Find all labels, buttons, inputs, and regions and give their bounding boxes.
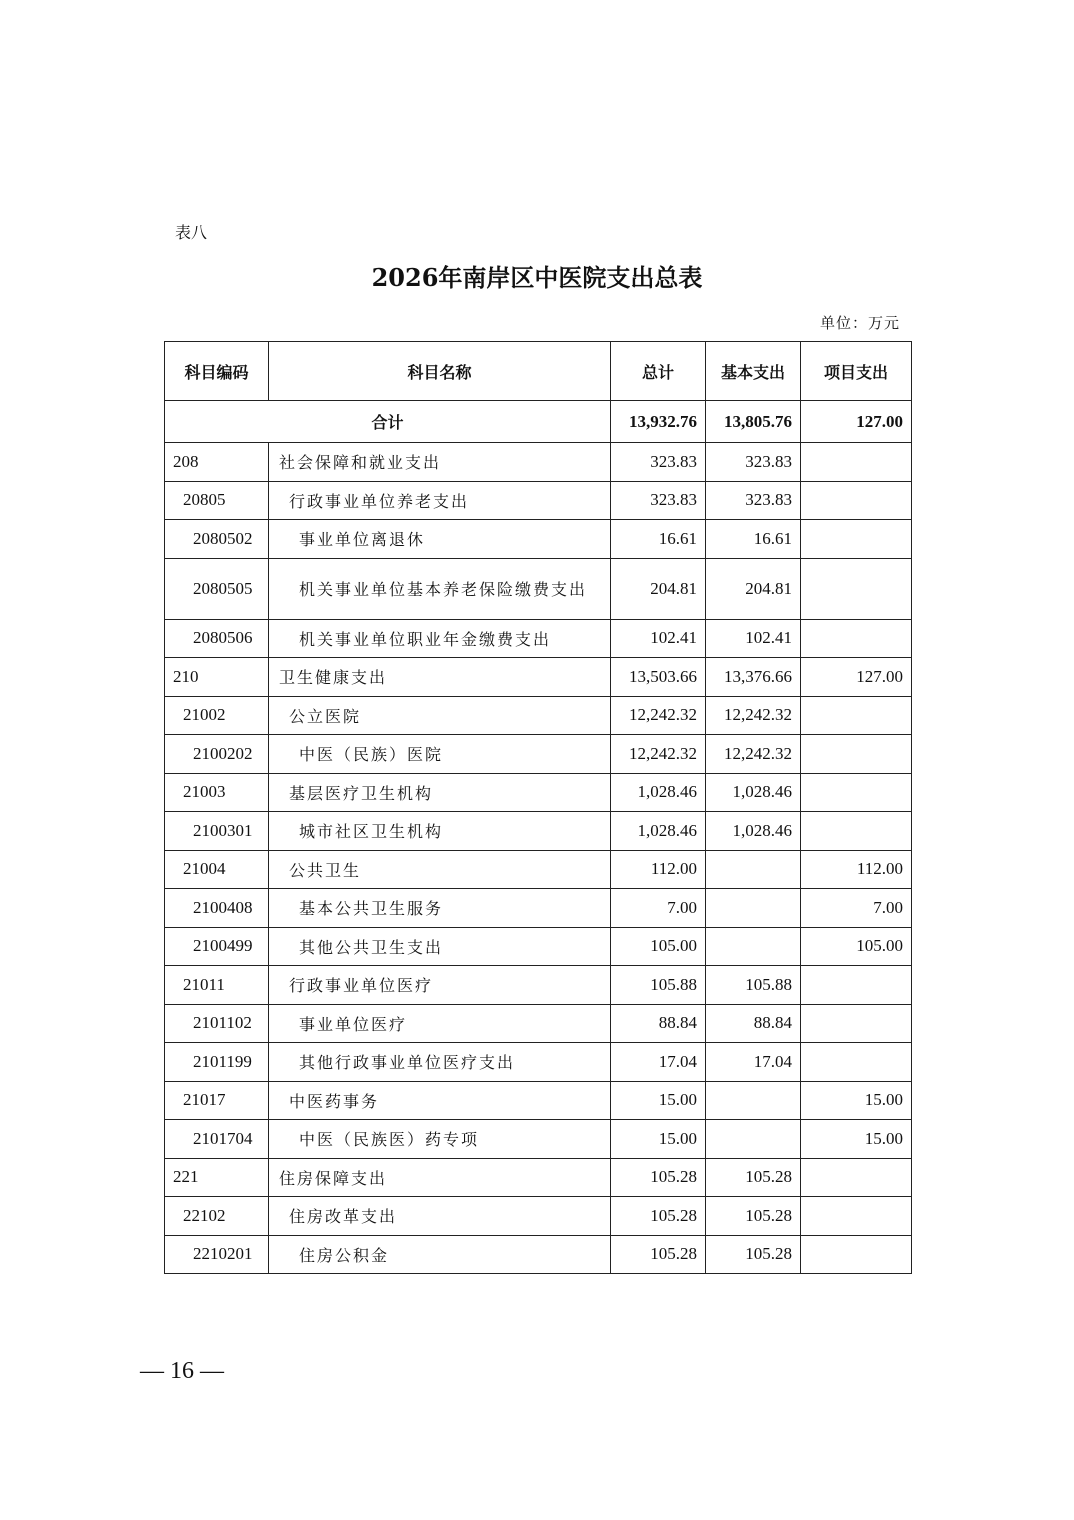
table-row [165, 889, 912, 928]
total-row [165, 401, 912, 443]
total-total: 13,932.76 [611, 401, 706, 443]
row-name: 住房保障支出 [269, 1158, 611, 1197]
row-total: 112.00 [611, 850, 706, 889]
table-row [165, 443, 912, 482]
row-code: 2080502 [165, 520, 269, 559]
row-name: 中医药事务 [269, 1081, 611, 1120]
row-total: 16.61 [611, 520, 706, 559]
row-project: 112.00 [801, 850, 912, 889]
row-basic: 12,242.32 [706, 735, 801, 774]
page-title: 2026年南岸区中医院支出总表 [371, 263, 703, 292]
row-name: 机关事业单位职业年金缴费支出 [269, 619, 611, 658]
row-project [801, 558, 912, 619]
row-name: 公立医院 [269, 696, 611, 735]
row-name: 中医（民族）医院 [269, 735, 611, 774]
row-name: 事业单位医疗 [269, 1004, 611, 1043]
row-code: 2101102 [165, 1004, 269, 1043]
row-code: 2080505 [165, 558, 269, 619]
row-code: 21004 [165, 850, 269, 889]
row-code: 22102 [165, 1197, 269, 1236]
row-name: 城市社区卫生机构 [269, 812, 611, 851]
row-total: 105.00 [611, 927, 706, 966]
header-code: 科目编码 [165, 342, 269, 401]
row-basic: 323.83 [706, 481, 801, 520]
row-basic: 105.28 [706, 1197, 801, 1236]
table-row [165, 619, 912, 658]
header-total: 总计 [611, 342, 706, 401]
row-name: 行政事业单位医疗 [269, 966, 611, 1005]
table-row [165, 966, 912, 1005]
row-total: 105.28 [611, 1197, 706, 1236]
row-total: 323.83 [611, 481, 706, 520]
table-row [165, 850, 912, 889]
row-name: 事业单位离退休 [269, 520, 611, 559]
row-name: 社会保障和就业支出 [269, 443, 611, 482]
row-basic: 88.84 [706, 1004, 801, 1043]
row-project: 15.00 [801, 1081, 912, 1120]
row-name: 卫生健康支出 [269, 658, 611, 697]
row-code: 2210201 [165, 1235, 269, 1274]
table-row [165, 927, 912, 966]
row-total: 17.04 [611, 1043, 706, 1082]
row-total: 1,028.46 [611, 812, 706, 851]
table-row [165, 735, 912, 774]
row-name: 行政事业单位养老支出 [269, 481, 611, 520]
row-basic: 323.83 [706, 443, 801, 482]
row-name: 基层医疗卫生机构 [269, 773, 611, 812]
row-project [801, 443, 912, 482]
row-total: 102.41 [611, 619, 706, 658]
row-total: 204.81 [611, 558, 706, 619]
row-project [801, 696, 912, 735]
row-project [801, 773, 912, 812]
row-total: 88.84 [611, 1004, 706, 1043]
row-total: 15.00 [611, 1081, 706, 1120]
row-total: 7.00 [611, 889, 706, 928]
row-basic [706, 889, 801, 928]
row-project [801, 1158, 912, 1197]
row-basic: 12,242.32 [706, 696, 801, 735]
row-code: 208 [165, 443, 269, 482]
row-code: 2101199 [165, 1043, 269, 1082]
row-project [801, 1235, 912, 1274]
row-code: 21002 [165, 696, 269, 735]
row-code: 210 [165, 658, 269, 697]
row-basic: 105.88 [706, 966, 801, 1005]
table-row [165, 773, 912, 812]
row-code: 21017 [165, 1081, 269, 1120]
row-basic: 102.41 [706, 619, 801, 658]
row-total: 105.28 [611, 1235, 706, 1274]
row-code: 20805 [165, 481, 269, 520]
total-label: 合计 [165, 401, 611, 443]
table-row [165, 1081, 912, 1120]
row-total: 12,242.32 [611, 735, 706, 774]
row-code: 2080506 [165, 619, 269, 658]
page-number: — 16 — [140, 1358, 224, 1384]
row-name: 基本公共卫生服务 [269, 889, 611, 928]
unit-label: 单位：万元 [819, 314, 900, 332]
row-name: 中医（民族医）药专项 [269, 1120, 611, 1159]
row-project [801, 520, 912, 559]
row-basic [706, 1081, 801, 1120]
total-project: 127.00 [801, 401, 912, 443]
row-code: 2100499 [165, 927, 269, 966]
table-row [165, 658, 912, 697]
table-row [165, 1043, 912, 1082]
row-project [801, 966, 912, 1005]
expenditure-table [164, 341, 912, 1274]
row-basic: 105.28 [706, 1235, 801, 1274]
row-name: 其他公共卫生支出 [269, 927, 611, 966]
row-code: 21003 [165, 773, 269, 812]
header-basic: 基本支出 [706, 342, 801, 401]
total-basic: 13,805.76 [706, 401, 801, 443]
row-project: 105.00 [801, 927, 912, 966]
row-project [801, 619, 912, 658]
row-name: 公共卫生 [269, 850, 611, 889]
row-project [801, 1004, 912, 1043]
row-code: 221 [165, 1158, 269, 1197]
row-basic [706, 1120, 801, 1159]
row-total: 323.83 [611, 443, 706, 482]
table-row [165, 520, 912, 559]
table-row [165, 481, 912, 520]
table-row [165, 1235, 912, 1274]
table-row [165, 1120, 912, 1159]
row-project [801, 735, 912, 774]
row-project [801, 1043, 912, 1082]
row-code: 2100202 [165, 735, 269, 774]
table-row [165, 812, 912, 851]
table-row [165, 1197, 912, 1236]
row-name: 机关事业单位基本养老保险缴费支出 [269, 558, 611, 619]
row-project: 127.00 [801, 658, 912, 697]
row-basic [706, 927, 801, 966]
row-name: 住房改革支出 [269, 1197, 611, 1236]
row-total: 105.28 [611, 1158, 706, 1197]
row-basic: 1,028.46 [706, 812, 801, 851]
table-row [165, 696, 912, 735]
row-total: 12,242.32 [611, 696, 706, 735]
row-total: 13,503.66 [611, 658, 706, 697]
row-name: 其他行政事业单位医疗支出 [269, 1043, 611, 1082]
row-basic: 105.28 [706, 1158, 801, 1197]
row-project: 15.00 [801, 1120, 912, 1159]
row-code: 2100301 [165, 812, 269, 851]
header-name: 科目名称 [269, 342, 611, 401]
table-row [165, 1004, 912, 1043]
row-basic: 13,376.66 [706, 658, 801, 697]
row-total: 15.00 [611, 1120, 706, 1159]
table-label: 表八 [175, 223, 208, 242]
table-header-row [165, 342, 912, 401]
row-basic: 17.04 [706, 1043, 801, 1082]
row-code: 2101704 [165, 1120, 269, 1159]
row-basic [706, 850, 801, 889]
row-project [801, 481, 912, 520]
row-project [801, 812, 912, 851]
row-basic: 204.81 [706, 558, 801, 619]
row-total: 1,028.46 [611, 773, 706, 812]
row-code: 2100408 [165, 889, 269, 928]
row-project: 7.00 [801, 889, 912, 928]
row-total: 105.88 [611, 966, 706, 1005]
row-basic: 1,028.46 [706, 773, 801, 812]
header-project: 项目支出 [801, 342, 912, 401]
row-code: 21011 [165, 966, 269, 1005]
row-name: 住房公积金 [269, 1235, 611, 1274]
table-row [165, 558, 912, 619]
row-basic: 16.61 [706, 520, 801, 559]
table-row [165, 1158, 912, 1197]
row-project [801, 1197, 912, 1236]
